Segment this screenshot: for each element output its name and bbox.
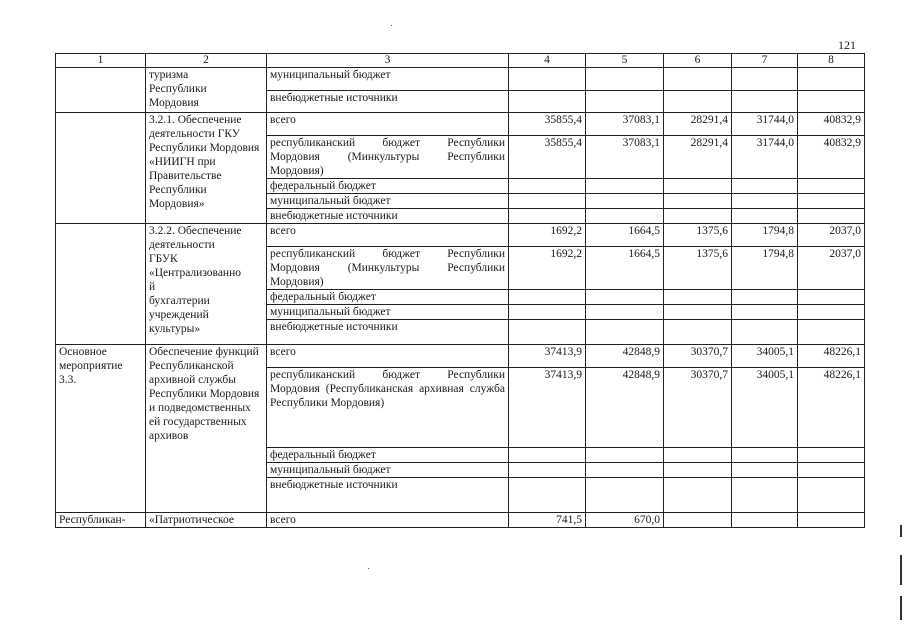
value-cell: 1692,2 [509, 224, 586, 247]
value-cell [664, 91, 732, 113]
page-number: 121 [838, 38, 856, 52]
value-cell [732, 91, 798, 113]
value-cell [798, 320, 865, 345]
scan-edge-mark [900, 525, 902, 537]
value-cell [664, 194, 732, 209]
value-cell [664, 513, 732, 528]
value-cell: 42848,9 [586, 368, 664, 448]
funding-source-cell: всего [267, 345, 509, 368]
value-cell: 1664,5 [586, 224, 664, 247]
measure-cell [56, 345, 146, 513]
funding-source-cell: республиканский бюджет Республики Мордовия (Республиканская архивная служба Республики Мордовия) [267, 368, 509, 448]
value-cell [509, 305, 586, 320]
value-cell [664, 320, 732, 345]
value-cell [586, 209, 664, 224]
value-cell: 1794,8 [732, 247, 798, 290]
value-cell [509, 478, 586, 513]
value-cell [798, 194, 865, 209]
funding-source-cell: внебюджетные источники [267, 91, 509, 113]
funding-source-cell: всего [267, 513, 509, 528]
scan-dot [391, 25, 392, 26]
header-cell: 3 [267, 54, 509, 68]
funding-source-cell: муниципальный бюджет [267, 194, 509, 209]
value-cell [586, 448, 664, 463]
value-cell [664, 448, 732, 463]
header-cell: 5 [586, 54, 664, 68]
measure-cell [56, 68, 146, 113]
value-cell [732, 179, 798, 194]
value-cell: 670,0 [586, 513, 664, 528]
value-cell: 35855,4 [509, 113, 586, 136]
funding-source-cell: внебюджетные источники [267, 209, 509, 224]
measure-text: Республикан- [59, 514, 126, 526]
value-cell [798, 68, 865, 91]
value-cell: 1692,2 [509, 247, 586, 290]
funding-source-cell: внебюджетные источники [267, 478, 509, 513]
value-cell [664, 478, 732, 513]
value-cell [798, 179, 865, 194]
value-cell [732, 305, 798, 320]
value-cell [798, 478, 865, 513]
funding-source-cell: федеральный бюджет [267, 179, 509, 194]
value-cell [509, 209, 586, 224]
value-cell [798, 463, 865, 478]
funding-source-cell: республиканский бюджет Республики Мордовия (Минкультуры Республики Мордовия) [267, 247, 509, 290]
header-cell: 7 [732, 54, 798, 68]
value-cell: 37413,9 [509, 368, 586, 448]
scan-edge-mark [900, 555, 902, 585]
value-cell [798, 305, 865, 320]
description-cell [146, 68, 267, 113]
value-cell [732, 448, 798, 463]
value-cell [732, 463, 798, 478]
value-cell [798, 91, 865, 113]
value-cell: 40832,9 [798, 113, 865, 136]
value-cell: 30370,7 [664, 368, 732, 448]
funding-source-cell: республиканский бюджет Республики Мордовия (Минкультуры Республики Мордовия) [267, 136, 509, 179]
funding-source-cell: всего [267, 113, 509, 136]
header-cell: 4 [509, 54, 586, 68]
value-cell: 31744,0 [732, 113, 798, 136]
value-cell [798, 513, 865, 528]
value-cell [586, 478, 664, 513]
value-cell: 48226,1 [798, 368, 865, 448]
value-cell: 741,5 [509, 513, 586, 528]
value-cell [798, 448, 865, 463]
description-text: «Патриотическое [149, 514, 234, 526]
value-cell: 34005,1 [732, 345, 798, 368]
measure-cell [56, 513, 146, 528]
funding-source-cell: муниципальный бюджет [267, 68, 509, 91]
value-cell [732, 290, 798, 305]
funding-source-cell: муниципальный бюджет [267, 463, 509, 478]
value-cell [664, 463, 732, 478]
value-cell [586, 290, 664, 305]
value-cell [664, 305, 732, 320]
value-cell: 34005,1 [732, 368, 798, 448]
table-row [56, 513, 865, 528]
table-row [56, 68, 865, 91]
table-row [56, 224, 865, 247]
value-cell [509, 179, 586, 194]
value-cell [732, 68, 798, 91]
value-cell [509, 290, 586, 305]
header-cell: 8 [798, 54, 865, 68]
value-cell [732, 478, 798, 513]
value-cell [664, 68, 732, 91]
value-cell: 1375,6 [664, 224, 732, 247]
value-cell [586, 91, 664, 113]
value-cell: 30370,7 [664, 345, 732, 368]
value-cell: 37413,9 [509, 345, 586, 368]
value-cell [509, 91, 586, 113]
funding-source-cell: федеральный бюджет [267, 448, 509, 463]
description-text: 3.2.1. Обеспечение деятельности ГКУ Республики Мордовия «НИИГН при Правительстве Республики Мордовия» [149, 114, 260, 210]
value-cell: 1375,6 [664, 247, 732, 290]
value-cell [509, 463, 586, 478]
value-cell: 2037,0 [798, 247, 865, 290]
header-cell: 2 [146, 54, 267, 68]
header-row [56, 54, 865, 68]
value-cell: 1794,8 [732, 224, 798, 247]
measure-text: Основное мероприятие 3.3. [59, 346, 123, 386]
value-cell [586, 463, 664, 478]
value-cell [509, 448, 586, 463]
value-cell [732, 209, 798, 224]
value-cell [509, 68, 586, 91]
value-cell: 2037,0 [798, 224, 865, 247]
value-cell [732, 194, 798, 209]
description-cell [146, 345, 267, 513]
value-cell [732, 320, 798, 345]
value-cell [798, 290, 865, 305]
value-cell [586, 305, 664, 320]
scan-edge-mark [900, 596, 902, 620]
value-cell: 48226,1 [798, 345, 865, 368]
value-cell [586, 194, 664, 209]
value-cell [586, 179, 664, 194]
value-cell [586, 320, 664, 345]
value-cell: 35855,4 [509, 136, 586, 179]
header-cell: 6 [664, 54, 732, 68]
value-cell [732, 513, 798, 528]
measure-cell [56, 224, 146, 345]
table-row [56, 113, 865, 136]
value-cell [664, 209, 732, 224]
description-cell [146, 224, 267, 345]
budget-table [55, 53, 865, 528]
scan-dot [368, 568, 369, 569]
description-text: Обеспечение функций Республиканской архивной службы Республики Мордовия и подведомственных ей государственных архивов [149, 346, 260, 442]
value-cell: 42848,9 [586, 345, 664, 368]
table-row [56, 345, 865, 368]
description-cell [146, 113, 267, 224]
header-cell: 1 [56, 54, 146, 68]
funding-source-cell: всего [267, 224, 509, 247]
funding-source-cell: внебюджетные источники [267, 320, 509, 345]
value-cell: 37083,1 [586, 113, 664, 136]
value-cell [664, 290, 732, 305]
value-cell: 28291,4 [664, 113, 732, 136]
table-body [56, 54, 865, 528]
funding-source-cell: федеральный бюджет [267, 290, 509, 305]
value-cell: 31744,0 [732, 136, 798, 179]
value-cell: 40832,9 [798, 136, 865, 179]
value-cell [664, 179, 732, 194]
value-cell [798, 209, 865, 224]
value-cell: 1664,5 [586, 247, 664, 290]
value-cell: 37083,1 [586, 136, 664, 179]
description-text: 3.2.2. Обеспечение деятельности ГБУК «Централизованно й бухгалтерии учреждений культуры» [149, 225, 242, 335]
funding-source-cell: муниципальный бюджет [267, 305, 509, 320]
measure-cell [56, 113, 146, 224]
value-cell: 28291,4 [664, 136, 732, 179]
description-cell [146, 513, 267, 528]
value-cell [509, 320, 586, 345]
value-cell [509, 194, 586, 209]
description-text: туризма Республики Мордовия [149, 69, 207, 109]
value-cell [586, 68, 664, 91]
